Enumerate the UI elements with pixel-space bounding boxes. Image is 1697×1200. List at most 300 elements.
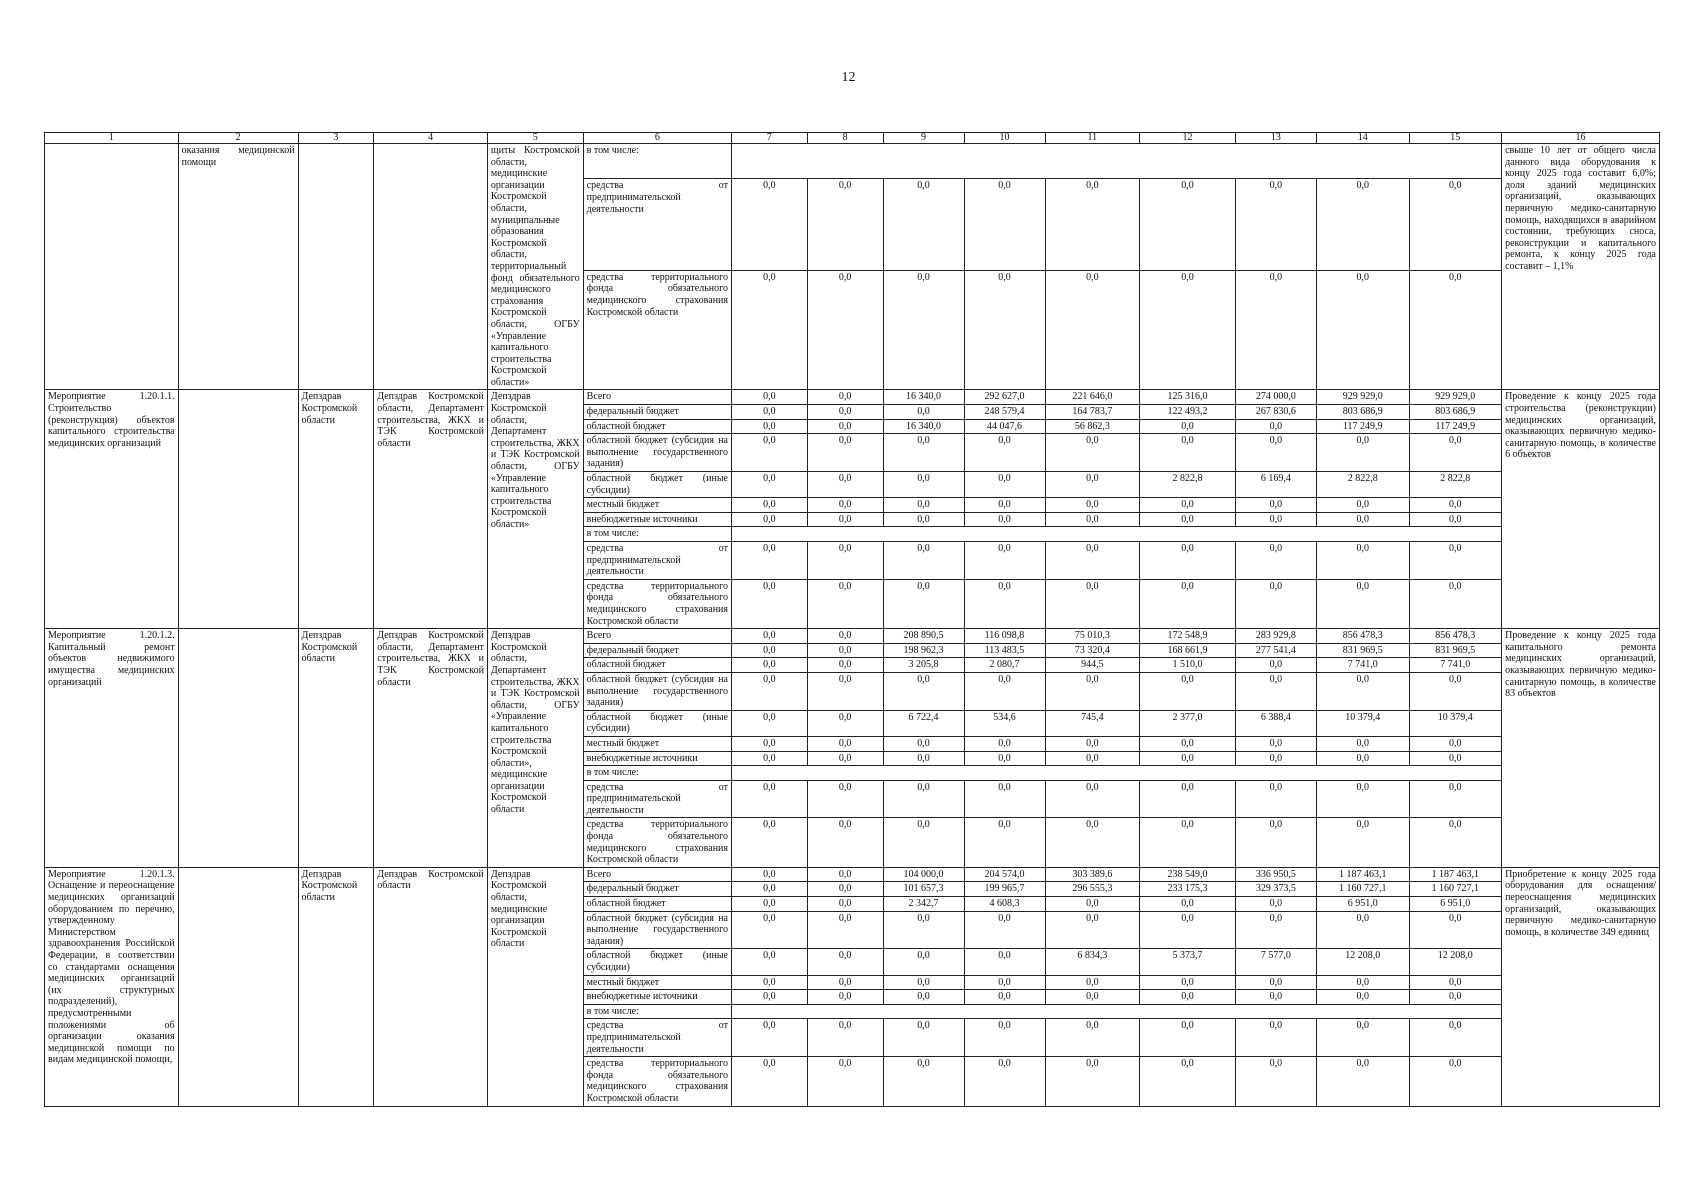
- funding-value: 0,0: [964, 542, 1045, 580]
- funding-value: 0,0: [807, 419, 883, 434]
- funding-value: 0,0: [1140, 1019, 1236, 1057]
- funding-value: 0,0: [1140, 270, 1236, 390]
- funding-value: 929 929,0: [1409, 390, 1502, 405]
- funding-value: 0,0: [883, 498, 964, 513]
- funding-value: 0,0: [1409, 512, 1502, 527]
- column-number: 4: [374, 133, 488, 144]
- funding-value: 0,0: [1316, 579, 1409, 628]
- funding-value: 7 741,0: [1409, 658, 1502, 673]
- funding-value: 0,0: [807, 710, 883, 736]
- funding-value: 0,0: [883, 179, 964, 271]
- funding-value: 238 549,0: [1140, 867, 1236, 882]
- funding-value: 0,0: [732, 949, 808, 975]
- funding-value: 0,0: [1140, 672, 1236, 710]
- funding-value: 0,0: [1235, 736, 1316, 751]
- funding-value: 0,0: [807, 751, 883, 766]
- empty-cell: [178, 390, 298, 629]
- funding-value: 0,0: [807, 911, 883, 949]
- funding-value: 944,5: [1045, 658, 1140, 673]
- funding-value: 0,0: [732, 867, 808, 882]
- funding-source-label: областной бюджет (субсидия на выполнение государственного задания): [583, 672, 731, 710]
- funding-source-label: Всего: [583, 629, 731, 644]
- empty-values-cell: [732, 527, 1502, 542]
- funding-value: 0,0: [1045, 434, 1140, 472]
- funding-value: 0,0: [1316, 736, 1409, 751]
- funding-value: 0,0: [732, 818, 808, 867]
- funding-value: 7 741,0: [1316, 658, 1409, 673]
- funding-value: 803 686,9: [1409, 405, 1502, 420]
- funding-source-label: средства от предпринимательской деятельности: [583, 1019, 731, 1057]
- funding-value: 0,0: [1045, 990, 1140, 1005]
- funding-value: 0,0: [1409, 818, 1502, 867]
- funding-value: 0,0: [1409, 780, 1502, 818]
- funding-value: 0,0: [807, 1019, 883, 1057]
- funding-value: 0,0: [883, 1057, 964, 1106]
- funding-value: 0,0: [1045, 736, 1140, 751]
- funding-value: 0,0: [1235, 434, 1316, 472]
- funding-value: 0,0: [1045, 472, 1140, 498]
- funding-value: 0,0: [807, 867, 883, 882]
- funding-source-label: областной бюджет: [583, 658, 731, 673]
- funding-source-label: средства территориального фонда обязательного медицинского страхования Костромской области: [583, 818, 731, 867]
- funding-value: 0,0: [883, 434, 964, 472]
- funding-value: 199 965,7: [964, 882, 1045, 897]
- funding-value: 0,0: [1316, 975, 1409, 990]
- column-number: 13: [1235, 133, 1316, 144]
- funding-value: 274 000,0: [1235, 390, 1316, 405]
- funding-source-label: средства территориального фонда обязательного медицинского страхования Костромской области: [583, 579, 731, 628]
- funding-value: 0,0: [883, 911, 964, 949]
- funding-value: 0,0: [732, 270, 808, 390]
- funding-value: 0,0: [732, 472, 808, 498]
- funding-value: 0,0: [883, 672, 964, 710]
- funding-value: 0,0: [964, 818, 1045, 867]
- funding-value: 0,0: [1235, 1019, 1316, 1057]
- funding-value: 0,0: [807, 390, 883, 405]
- funding-source-label: внебюджетные источники: [583, 512, 731, 527]
- funding-value: 0,0: [1235, 512, 1316, 527]
- funding-value: 0,0: [1045, 897, 1140, 912]
- measure-continuation-text: оказания медицинской помощи: [178, 144, 298, 390]
- funding-value: 0,0: [807, 658, 883, 673]
- funding-value: 0,0: [1235, 270, 1316, 390]
- funding-value: 0,0: [1140, 780, 1236, 818]
- funding-value: 116 098,8: [964, 629, 1045, 644]
- funding-value: 0,0: [732, 882, 808, 897]
- funding-value: 0,0: [807, 434, 883, 472]
- funding-value: 1 510,0: [1140, 658, 1236, 673]
- funding-value: 0,0: [1235, 911, 1316, 949]
- funding-value: 2 822,8: [1316, 472, 1409, 498]
- funding-value: 0,0: [732, 658, 808, 673]
- expected-result: свыше 10 лет от общего числа данного вида оборудования к концу 2025 года составит 6,0%; доля зданий медицинских организаций, оказывающих первичную медико-санитарную помощь, находящихся в аварийном состоянии, требующих сноса, реконструкции и капитального ремонта, к концу 2025 года составит – 1,1%: [1502, 144, 1660, 390]
- funding-value: 929 929,0: [1316, 390, 1409, 405]
- funding-value: 3 205,8: [883, 658, 964, 673]
- funding-value: 0,0: [732, 579, 808, 628]
- column-number: 1: [45, 133, 179, 144]
- funding-value: 0,0: [1045, 579, 1140, 628]
- funding-value: 0,0: [1140, 579, 1236, 628]
- funding-value: 0,0: [1409, 179, 1502, 271]
- funding-value: 0,0: [883, 949, 964, 975]
- funding-value: 0,0: [1316, 818, 1409, 867]
- funding-value: 0,0: [883, 270, 964, 390]
- coexecutors: Депздрав Костромской области, Департамент строительства, ЖКХ и ТЭК Костромской области: [374, 390, 488, 629]
- funding-value: 0,0: [1409, 990, 1502, 1005]
- funding-value: 164 783,7: [1045, 405, 1140, 420]
- funding-value: 0,0: [964, 736, 1045, 751]
- funding-value: 0,0: [807, 1057, 883, 1106]
- funding-value: 0,0: [964, 512, 1045, 527]
- funding-value: 0,0: [1316, 498, 1409, 513]
- funding-value: 10 379,4: [1316, 710, 1409, 736]
- funding-value: 6 169,4: [1235, 472, 1316, 498]
- funding-value: 0,0: [807, 882, 883, 897]
- funding-value: 0,0: [964, 498, 1045, 513]
- funding-value: 2 822,8: [1409, 472, 1502, 498]
- funding-value: 1 160 727,1: [1316, 882, 1409, 897]
- column-number: 8: [807, 133, 883, 144]
- funding-value: 0,0: [883, 975, 964, 990]
- funding-value: 6 951,0: [1409, 897, 1502, 912]
- empty-cell: [178, 629, 298, 868]
- funding-value: 0,0: [1316, 911, 1409, 949]
- funding-value: 0,0: [1316, 990, 1409, 1005]
- funding-value: 0,0: [807, 818, 883, 867]
- funding-value: 0,0: [1316, 270, 1409, 390]
- funding-value: 6 722,4: [883, 710, 964, 736]
- funding-value: 0,0: [807, 542, 883, 580]
- funding-source-label: областной бюджет (иные субсидии): [583, 710, 731, 736]
- column-number: 16: [1502, 133, 1660, 144]
- funding-value: 0,0: [732, 512, 808, 527]
- funding-source-label: областной бюджет (иные субсидии): [583, 949, 731, 975]
- funding-source-label: внебюджетные источники: [583, 990, 731, 1005]
- funding-source-label: в том числе:: [583, 766, 731, 781]
- funding-value: 0,0: [1140, 179, 1236, 271]
- funding-value: 0,0: [1409, 542, 1502, 580]
- funding-value: 221 646,0: [1045, 390, 1140, 405]
- funding-value: 0,0: [732, 405, 808, 420]
- funding-value: 0,0: [732, 643, 808, 658]
- funding-source-label: местный бюджет: [583, 975, 731, 990]
- funding-value: 208 890,5: [883, 629, 964, 644]
- funding-value: 856 478,3: [1409, 629, 1502, 644]
- funding-value: 0,0: [807, 949, 883, 975]
- funding-value: 0,0: [1045, 751, 1140, 766]
- funding-value: 10 379,4: [1409, 710, 1502, 736]
- column-number: 11: [1045, 133, 1140, 144]
- funding-value: 0,0: [1045, 179, 1140, 271]
- funding-source-label: местный бюджет: [583, 736, 731, 751]
- funding-value: 0,0: [732, 751, 808, 766]
- column-number: 3: [298, 133, 374, 144]
- funding-source-label: Всего: [583, 390, 731, 405]
- funding-value: 0,0: [1045, 270, 1140, 390]
- funding-value: 0,0: [1045, 498, 1140, 513]
- funding-value: 329 373,5: [1235, 882, 1316, 897]
- funding-value: 0,0: [883, 579, 964, 628]
- funding-value: 73 320,4: [1045, 643, 1140, 658]
- measure-name: Мероприятие 1.20.1.2. Капитальный ремонт объектов недвижимого имущества медицинских организаций: [45, 629, 179, 868]
- funding-value: 336 950,5: [1235, 867, 1316, 882]
- funding-value: 125 316,0: [1140, 390, 1236, 405]
- funding-value: 0,0: [964, 911, 1045, 949]
- funding-value: 292 627,0: [964, 390, 1045, 405]
- funding-value: 0,0: [964, 434, 1045, 472]
- funding-value: 0,0: [1235, 658, 1316, 673]
- expected-result: Приобретение к концу 2025 года оборудования для оснащения/переоснащения медицинских организаций, оказывающих первичную медико-санитарную помощь, в количестве 349 единиц: [1502, 867, 1660, 1106]
- funding-value: 0,0: [732, 434, 808, 472]
- funding-value: 101 657,3: [883, 882, 964, 897]
- funding-value: 0,0: [1045, 1057, 1140, 1106]
- funding-value: 0,0: [1316, 512, 1409, 527]
- empty-values-cell: [732, 1004, 1502, 1019]
- funding-source-label: областной бюджет (субсидия на выполнение государственного задания): [583, 911, 731, 949]
- funding-value: 0,0: [964, 579, 1045, 628]
- funding-value: 0,0: [1045, 672, 1140, 710]
- column-number: 7: [732, 133, 808, 144]
- funding-value: 0,0: [732, 990, 808, 1005]
- column-number: 9: [883, 133, 964, 144]
- funding-value: 0,0: [732, 1057, 808, 1106]
- funding-value: 248 579,4: [964, 405, 1045, 420]
- funding-value: 0,0: [807, 498, 883, 513]
- participants: Депздрав Костромской области, Департамент строительства, ЖКХ и ТЭК Костромской области, ОГБУ «Управление капитального строительства Костромской области»: [487, 390, 583, 629]
- funding-value: 75 010,3: [1045, 629, 1140, 644]
- funding-value: 0,0: [883, 736, 964, 751]
- funding-value: 0,0: [732, 498, 808, 513]
- funding-source-label: внебюджетные источники: [583, 751, 731, 766]
- funding-value: 4 608,3: [964, 897, 1045, 912]
- funding-value: 831 969,5: [1316, 643, 1409, 658]
- funding-value: 16 340,0: [883, 419, 964, 434]
- funding-value: 0,0: [1140, 736, 1236, 751]
- column-number: 15: [1409, 133, 1502, 144]
- funding-value: 0,0: [1409, 672, 1502, 710]
- funding-value: 0,0: [1045, 512, 1140, 527]
- funding-value: 0,0: [1316, 434, 1409, 472]
- funding-value: 0,0: [1140, 818, 1236, 867]
- funding-value: 0,0: [1316, 1019, 1409, 1057]
- funding-value: 0,0: [1235, 1057, 1316, 1106]
- funding-source-label: в том числе:: [583, 144, 731, 179]
- responsible-executor: Депздрав Костромской области: [298, 629, 374, 868]
- funding-value: 0,0: [1140, 542, 1236, 580]
- column-number: 14: [1316, 133, 1409, 144]
- funding-value: 0,0: [883, 780, 964, 818]
- funding-value: 0,0: [807, 405, 883, 420]
- participants: Депздрав Костромской области, Департамент строительства, ЖКХ и ТЭК Костромской области, ОГБУ «Управление капитального строительства Костромской области», медицинские организации Костромской области: [487, 629, 583, 868]
- funding-value: 0,0: [964, 1057, 1045, 1106]
- funding-value: 0,0: [1140, 419, 1236, 434]
- funding-value: 0,0: [1045, 911, 1140, 949]
- participants: Депздрав Костромской области, медицинские организации Костромской области: [487, 867, 583, 1106]
- funding-value: 0,0: [1409, 736, 1502, 751]
- funding-value: 1 160 727,1: [1409, 882, 1502, 897]
- funding-source-label: областной бюджет: [583, 419, 731, 434]
- funding-value: 7 577,0: [1235, 949, 1316, 975]
- funding-value: 0,0: [807, 643, 883, 658]
- funding-value: 6 951,0: [1316, 897, 1409, 912]
- funding-value: 0,0: [1235, 498, 1316, 513]
- funding-value: 0,0: [1235, 780, 1316, 818]
- funding-source-label: средства от предпринимательской деятельности: [583, 780, 731, 818]
- funding-value: 0,0: [964, 672, 1045, 710]
- funding-value: 0,0: [807, 990, 883, 1005]
- funding-value: 0,0: [883, 512, 964, 527]
- funding-value: 2 377,0: [1140, 710, 1236, 736]
- funding-value: 0,0: [1140, 990, 1236, 1005]
- column-number-row: [45, 133, 1660, 144]
- funding-source-label: средства от предпринимательской деятельности: [583, 179, 731, 271]
- funding-value: 0,0: [1235, 990, 1316, 1005]
- funding-value: 0,0: [964, 751, 1045, 766]
- funding-value: 2 080,7: [964, 658, 1045, 673]
- funding-value: 831 969,5: [1409, 643, 1502, 658]
- funding-value: 44 047,6: [964, 419, 1045, 434]
- funding-value: 0,0: [732, 542, 808, 580]
- funding-value: 0,0: [1140, 1057, 1236, 1106]
- funding-value: 16 340,0: [883, 390, 964, 405]
- funding-value: 0,0: [1045, 975, 1140, 990]
- funding-value: 117 249,9: [1409, 419, 1502, 434]
- funding-value: 0,0: [807, 579, 883, 628]
- funding-value: 204 574,0: [964, 867, 1045, 882]
- funding-source-label: федеральный бюджет: [583, 643, 731, 658]
- funding-value: 122 493,2: [1140, 405, 1236, 420]
- funding-value: 12 208,0: [1409, 949, 1502, 975]
- coexecutors: Депздрав Костромской области, Департамент строительства, ЖКХ и ТЭК Костромской области: [374, 629, 488, 868]
- funding-value: 0,0: [1316, 780, 1409, 818]
- funding-value: 0,0: [1409, 751, 1502, 766]
- table-row: [45, 867, 1660, 882]
- funding-value: 172 548,9: [1140, 629, 1236, 644]
- funding-value: 6 834,3: [1045, 949, 1140, 975]
- funding-source-label: местный бюджет: [583, 498, 731, 513]
- funding-value: 0,0: [883, 751, 964, 766]
- funding-value: 104 000,0: [883, 867, 964, 882]
- funding-source-label: в том числе:: [583, 1004, 731, 1019]
- funding-value: 117 249,9: [1316, 419, 1409, 434]
- funding-value: 113 483,5: [964, 643, 1045, 658]
- funding-value: 0,0: [1235, 751, 1316, 766]
- funding-value: 0,0: [732, 1019, 808, 1057]
- column-number: 2: [178, 133, 298, 144]
- funding-source-label: средства от предпринимательской деятельности: [583, 542, 731, 580]
- funding-value: 0,0: [883, 472, 964, 498]
- responsible-executor: Депздрав Костромской области: [298, 867, 374, 1106]
- funding-table: [44, 132, 1660, 1107]
- funding-value: 0,0: [1316, 542, 1409, 580]
- funding-source-label: Всего: [583, 867, 731, 882]
- expected-result: Проведение к концу 2025 года строительства (реконструкции) медицинских организаций, оказывающих первичную медико-санитарную помощь, в количестве 6 объектов: [1502, 390, 1660, 629]
- funding-source-label: областной бюджет: [583, 897, 731, 912]
- funding-value: 0,0: [1409, 1019, 1502, 1057]
- measure-name: Мероприятие 1.20.1.1. Строительство (реконструкция) объектов капитального строительства медицинских организаций: [45, 390, 179, 629]
- funding-value: 0,0: [807, 736, 883, 751]
- funding-value: 0,0: [1140, 975, 1236, 990]
- funding-value: 0,0: [732, 911, 808, 949]
- funding-value: 0,0: [964, 472, 1045, 498]
- funding-value: 0,0: [1045, 1019, 1140, 1057]
- coexecutors: Депздрав Костромской области: [374, 867, 488, 1106]
- funding-value: 0,0: [964, 1019, 1045, 1057]
- funding-value: 0,0: [1140, 498, 1236, 513]
- table-row: [45, 629, 1660, 644]
- funding-value: 0,0: [732, 736, 808, 751]
- funding-value: 296 555,3: [1045, 882, 1140, 897]
- page-number: 12: [841, 70, 856, 85]
- funding-value: 0,0: [732, 629, 808, 644]
- funding-value: 0,0: [1235, 419, 1316, 434]
- funding-source-label: областной бюджет (субсидия на выполнение государственного задания): [583, 434, 731, 472]
- funding-source-label: федеральный бюджет: [583, 405, 731, 420]
- funding-value: 2 822,8: [1140, 472, 1236, 498]
- funding-value: 6 388,4: [1235, 710, 1316, 736]
- empty-cell: [178, 867, 298, 1106]
- column-number: 6: [583, 133, 731, 144]
- funding-value: 0,0: [1045, 780, 1140, 818]
- funding-value: 856 478,3: [1316, 629, 1409, 644]
- participants: щиты Костромской области, медицинские организации Костромской области, муниципальные образования Костромской области, территориальный фонд обязательного медицинского страхования Костромской области, ОГБУ «Управление капитального строительства Костромской области»: [487, 144, 583, 390]
- funding-value: 0,0: [1316, 179, 1409, 271]
- funding-value: 283 929,8: [1235, 629, 1316, 644]
- funding-value: 0,0: [807, 512, 883, 527]
- measure-name: Мероприятие 1.20.1.3. Оснащение и переоснащение медицинских организаций оборудованием по перечню, утвержденному Министерством здравоохранения Российской Федерации, в соответствии со стандартами оснащения медицинских организаций (их структурных подразделений), предусмотренными положениями об организации оказания медицинской помощи по видам медицинской помощи,: [45, 867, 179, 1106]
- funding-value: 0,0: [1316, 751, 1409, 766]
- funding-source-label: федеральный бюджет: [583, 882, 731, 897]
- funding-value: 0,0: [1316, 1057, 1409, 1106]
- funding-value: 0,0: [807, 780, 883, 818]
- funding-value: 0,0: [1140, 911, 1236, 949]
- funding-value: 0,0: [807, 270, 883, 390]
- funding-value: 0,0: [1235, 672, 1316, 710]
- funding-value: 745,4: [1045, 710, 1140, 736]
- funding-value: 267 830,6: [1235, 405, 1316, 420]
- funding-value: 0,0: [1316, 672, 1409, 710]
- funding-value: 2 342,7: [883, 897, 964, 912]
- funding-value: 0,0: [883, 542, 964, 580]
- funding-value: 1 187 463,1: [1316, 867, 1409, 882]
- funding-value: 0,0: [883, 405, 964, 420]
- funding-value: 0,0: [964, 949, 1045, 975]
- funding-value: 0,0: [1409, 975, 1502, 990]
- funding-value: 0,0: [1235, 975, 1316, 990]
- funding-value: 534,6: [964, 710, 1045, 736]
- funding-value: 0,0: [807, 975, 883, 990]
- table-row: [45, 390, 1660, 405]
- column-number: 12: [1140, 133, 1236, 144]
- expected-result: Проведение к концу 2025 года капитального ремонта медицинских организаций, оказывающих первичную медико-санитарную помощь, в количестве 83 объектов: [1502, 629, 1660, 868]
- funding-value: 803 686,9: [1316, 405, 1409, 420]
- funding-value: 0,0: [1045, 818, 1140, 867]
- funding-value: 0,0: [1140, 897, 1236, 912]
- funding-value: 0,0: [732, 897, 808, 912]
- funding-value: 198 962,3: [883, 643, 964, 658]
- funding-value: 0,0: [1140, 434, 1236, 472]
- funding-value: 0,0: [807, 672, 883, 710]
- funding-source-label: средства территориального фонда обязательного медицинского страхования Костромской области: [583, 270, 731, 390]
- funding-value: 0,0: [1235, 542, 1316, 580]
- funding-value: 0,0: [807, 629, 883, 644]
- funding-value: 0,0: [1235, 579, 1316, 628]
- funding-value: 5 373,7: [1140, 949, 1236, 975]
- empty-values-cell: [732, 766, 1502, 781]
- responsible-executor: Депздрав Костромской области: [298, 390, 374, 629]
- funding-value: 0,0: [1235, 179, 1316, 271]
- funding-value: 0,0: [964, 179, 1045, 271]
